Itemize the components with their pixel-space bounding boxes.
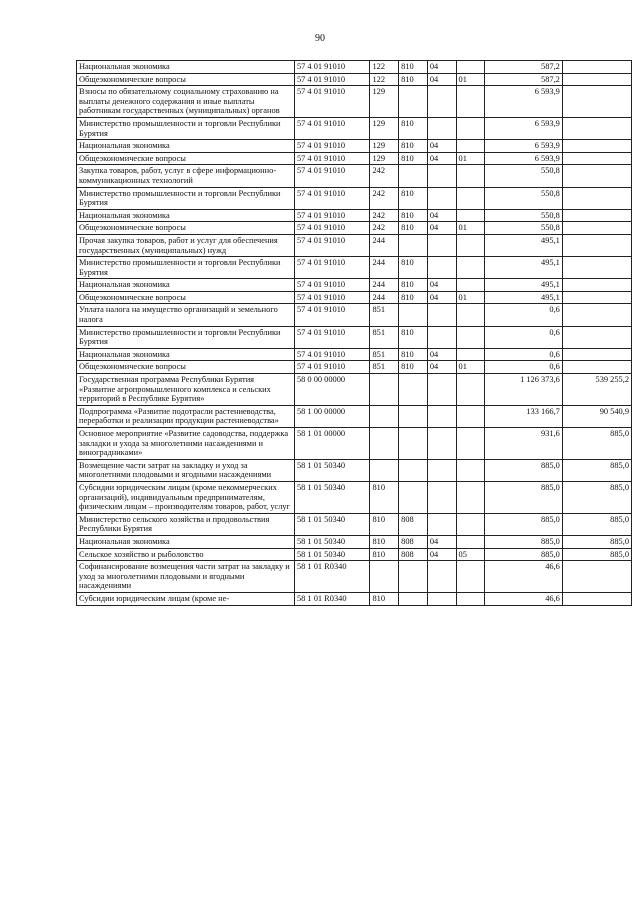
row-rz-cell [427, 165, 456, 187]
row-name-cell: Общеэкономические вопросы [77, 291, 295, 304]
row-pr-cell [456, 561, 485, 593]
row-rz-cell [427, 592, 456, 605]
table-row [77, 86, 632, 118]
table-row [77, 291, 632, 304]
row-sum1-cell: 6 593,9 [485, 152, 563, 165]
table-row [77, 535, 632, 548]
row-pr-cell [456, 592, 485, 605]
row-pr-cell [456, 257, 485, 279]
row-name-cell: Министерство промышленности и торговли Республики Бурятия [77, 117, 295, 139]
row-vr-cell: 242 [370, 209, 399, 222]
page-number: 90 [315, 33, 325, 44]
row-pr-cell [456, 279, 485, 292]
row-sum1-cell: 495,1 [485, 234, 563, 256]
row-grbs-cell: 810 [399, 73, 428, 86]
row-name-cell: Субсидии юридическим лицам (кроме не- [77, 592, 295, 605]
row-vr-cell: 129 [370, 152, 399, 165]
row-code-cell: 57 4 01 91010 [294, 86, 369, 118]
row-rz-cell [427, 86, 456, 118]
table-row [77, 257, 632, 279]
row-rz-cell [427, 304, 456, 326]
row-vr-cell: 129 [370, 117, 399, 139]
row-vr-cell [370, 374, 399, 406]
row-pr-cell [456, 165, 485, 187]
row-name-cell: Общеэкономические вопросы [77, 361, 295, 374]
row-rz-cell: 04 [427, 291, 456, 304]
row-sum2-cell [562, 326, 631, 348]
row-sum1-cell: 587,2 [485, 61, 563, 74]
row-sum1-cell: 6 593,9 [485, 86, 563, 118]
table-row [77, 481, 632, 513]
row-sum1-cell: 550,8 [485, 165, 563, 187]
row-sum2-cell: 885,0 [562, 459, 631, 481]
row-sum2-cell: 885,0 [562, 428, 631, 460]
row-name-cell: Закупка товаров, работ, услуг в сфере информационно-коммуникационных технологий [77, 165, 295, 187]
row-vr-cell: 810 [370, 592, 399, 605]
row-sum1-cell: 495,1 [485, 291, 563, 304]
row-rz-cell [427, 405, 456, 427]
row-sum2-cell: 885,0 [562, 513, 631, 535]
row-grbs-cell [399, 304, 428, 326]
row-pr-cell [456, 140, 485, 153]
row-sum2-cell [562, 234, 631, 256]
row-sum1-cell: 931,6 [485, 428, 563, 460]
row-rz-cell [427, 481, 456, 513]
row-rz-cell [427, 513, 456, 535]
row-code-cell: 57 4 01 91010 [294, 257, 369, 279]
row-sum2-cell [562, 86, 631, 118]
row-grbs-cell [399, 592, 428, 605]
row-code-cell: 57 4 01 91010 [294, 222, 369, 235]
row-grbs-cell: 810 [399, 152, 428, 165]
row-pr-cell [456, 234, 485, 256]
row-vr-cell: 244 [370, 257, 399, 279]
row-sum1-cell: 885,0 [485, 481, 563, 513]
row-code-cell: 58 1 01 00000 [294, 428, 369, 460]
row-sum1-cell: 0,6 [485, 326, 563, 348]
row-code-cell: 58 1 01 R0340 [294, 561, 369, 593]
row-name-cell: Национальная экономика [77, 535, 295, 548]
row-name-cell: Национальная экономика [77, 279, 295, 292]
row-code-cell: 58 1 01 R0340 [294, 592, 369, 605]
row-grbs-cell [399, 481, 428, 513]
row-vr-cell: 851 [370, 361, 399, 374]
row-rz-cell: 04 [427, 361, 456, 374]
row-grbs-cell [399, 428, 428, 460]
row-sum1-cell: 885,0 [485, 513, 563, 535]
row-pr-cell [456, 117, 485, 139]
row-vr-cell: 851 [370, 326, 399, 348]
row-grbs-cell [399, 405, 428, 427]
row-vr-cell: 244 [370, 291, 399, 304]
row-sum1-cell: 0,6 [485, 361, 563, 374]
row-vr-cell: 810 [370, 513, 399, 535]
row-sum1-cell: 885,0 [485, 535, 563, 548]
row-grbs-cell: 810 [399, 291, 428, 304]
row-sum2-cell [562, 304, 631, 326]
row-vr-cell: 810 [370, 548, 399, 561]
row-rz-cell: 04 [427, 279, 456, 292]
row-code-cell: 57 4 01 91010 [294, 209, 369, 222]
budget-table [76, 60, 632, 606]
row-vr-cell: 851 [370, 348, 399, 361]
row-code-cell: 57 4 01 91010 [294, 117, 369, 139]
row-pr-cell [456, 481, 485, 513]
row-sum1-cell: 885,0 [485, 548, 563, 561]
row-name-cell: Основное мероприятие «Развитие садоводства, поддержка закладки и ухода за многолетними насаждениями и виноградниками» [77, 428, 295, 460]
budget-table-body [77, 61, 632, 606]
row-code-cell: 57 4 01 91010 [294, 348, 369, 361]
table-row [77, 140, 632, 153]
row-rz-cell: 04 [427, 548, 456, 561]
row-rz-cell: 04 [427, 209, 456, 222]
row-vr-cell: 851 [370, 304, 399, 326]
row-pr-cell [456, 86, 485, 118]
row-vr-cell: 242 [370, 222, 399, 235]
row-pr-cell [456, 61, 485, 74]
row-vr-cell: 129 [370, 140, 399, 153]
row-pr-cell: 01 [456, 361, 485, 374]
row-pr-cell [456, 304, 485, 326]
row-grbs-cell [399, 459, 428, 481]
row-sum2-cell [562, 561, 631, 593]
row-code-cell: 57 4 01 91010 [294, 326, 369, 348]
row-sum2-cell [562, 140, 631, 153]
row-vr-cell [370, 459, 399, 481]
row-rz-cell [427, 234, 456, 256]
row-sum2-cell: 885,0 [562, 548, 631, 561]
row-pr-cell [456, 187, 485, 209]
row-sum2-cell [562, 152, 631, 165]
table-row [77, 61, 632, 74]
row-name-cell: Министерство сельского хозяйства и продовольствия Республики Бурятия [77, 513, 295, 535]
row-name-cell: Сельское хозяйство и рыболовство [77, 548, 295, 561]
row-rz-cell: 04 [427, 61, 456, 74]
row-sum2-cell [562, 73, 631, 86]
row-code-cell: 57 4 01 91010 [294, 304, 369, 326]
row-vr-cell: 244 [370, 234, 399, 256]
table-row [77, 326, 632, 348]
row-code-cell: 57 4 01 91010 [294, 279, 369, 292]
row-rz-cell [427, 257, 456, 279]
row-pr-cell [456, 535, 485, 548]
row-grbs-cell: 810 [399, 140, 428, 153]
row-name-cell: Министерство промышленности и торговли Республики Бурятия [77, 187, 295, 209]
row-name-cell: Министерство промышленности и торговли Республики Бурятия [77, 257, 295, 279]
row-name-cell: Подпрограмма «Развитие подотрасли растениеводства, переработки и реализации продукции растениеводства» [77, 405, 295, 427]
row-name-cell: Национальная экономика [77, 209, 295, 222]
row-pr-cell [456, 374, 485, 406]
row-sum1-cell: 495,1 [485, 279, 563, 292]
row-name-cell: Общеэкономические вопросы [77, 73, 295, 86]
row-sum1-cell: 885,0 [485, 459, 563, 481]
table-row [77, 405, 632, 427]
table-row [77, 234, 632, 256]
row-pr-cell [456, 405, 485, 427]
row-grbs-cell: 810 [399, 257, 428, 279]
row-sum2-cell [562, 592, 631, 605]
table-row [77, 222, 632, 235]
row-sum2-cell: 539 255,2 [562, 374, 631, 406]
row-grbs-cell [399, 165, 428, 187]
row-name-cell: Национальная экономика [77, 348, 295, 361]
row-code-cell: 58 0 00 00000 [294, 374, 369, 406]
row-code-cell: 57 4 01 91010 [294, 291, 369, 304]
row-sum2-cell [562, 187, 631, 209]
row-grbs-cell [399, 561, 428, 593]
row-grbs-cell: 810 [399, 361, 428, 374]
row-name-cell: Уплата налога на имущество организаций и земельного налога [77, 304, 295, 326]
row-code-cell: 57 4 01 91010 [294, 361, 369, 374]
row-sum1-cell: 550,8 [485, 209, 563, 222]
row-name-cell: Национальная экономика [77, 140, 295, 153]
row-vr-cell: 810 [370, 535, 399, 548]
row-sum1-cell: 0,6 [485, 304, 563, 326]
row-name-cell: Государственная программа Республики Бурятия «Развитие агропромышленного комплекса и сельских территорий в Республике Бурятия» [77, 374, 295, 406]
table-row [77, 459, 632, 481]
row-sum1-cell: 1 126 373,6 [485, 374, 563, 406]
table-row [77, 374, 632, 406]
row-rz-cell [427, 187, 456, 209]
table-row [77, 513, 632, 535]
row-sum2-cell [562, 209, 631, 222]
row-pr-cell: 01 [456, 291, 485, 304]
row-rz-cell [427, 428, 456, 460]
row-code-cell: 58 1 01 50340 [294, 459, 369, 481]
row-code-cell: 58 1 00 00000 [294, 405, 369, 427]
row-sum1-cell: 587,2 [485, 73, 563, 86]
row-sum2-cell [562, 165, 631, 187]
row-rz-cell [427, 561, 456, 593]
row-name-cell: Возмещение части затрат на закладку и уход за многолетними плодовыми и ягодными насаждениями [77, 459, 295, 481]
row-grbs-cell: 810 [399, 61, 428, 74]
row-rz-cell: 04 [427, 348, 456, 361]
row-name-cell: Взносы по обязательному социальному страхованию на выплаты денежного содержания и иные выплаты работникам государственных (муниципальных) органов [77, 86, 295, 118]
row-sum1-cell: 550,8 [485, 222, 563, 235]
row-name-cell: Общеэкономические вопросы [77, 152, 295, 165]
row-grbs-cell: 808 [399, 535, 428, 548]
row-pr-cell: 01 [456, 73, 485, 86]
row-sum1-cell: 133 166,7 [485, 405, 563, 427]
row-name-cell: Министерство промышленности и торговли Республики Бурятия [77, 326, 295, 348]
row-sum2-cell [562, 361, 631, 374]
row-sum2-cell: 90 540,9 [562, 405, 631, 427]
row-sum2-cell [562, 348, 631, 361]
row-grbs-cell [399, 234, 428, 256]
row-sum2-cell [562, 117, 631, 139]
row-sum2-cell [562, 279, 631, 292]
table-row [77, 561, 632, 593]
row-name-cell: Прочая закупка товаров, работ и услуг для обеспечения государственных (муниципальных) нужд [77, 234, 295, 256]
row-code-cell: 57 4 01 91010 [294, 187, 369, 209]
row-vr-cell: 810 [370, 481, 399, 513]
row-pr-cell: 05 [456, 548, 485, 561]
table-row [77, 361, 632, 374]
row-grbs-cell: 810 [399, 187, 428, 209]
row-vr-cell: 122 [370, 73, 399, 86]
row-sum2-cell: 885,0 [562, 481, 631, 513]
row-code-cell: 57 4 01 91010 [294, 61, 369, 74]
table-row [77, 279, 632, 292]
row-grbs-cell: 810 [399, 326, 428, 348]
row-grbs-cell: 810 [399, 117, 428, 139]
row-sum1-cell: 46,6 [485, 561, 563, 593]
table-row [77, 209, 632, 222]
row-sum2-cell: 885,0 [562, 535, 631, 548]
row-name-cell: Общеэкономические вопросы [77, 222, 295, 235]
table-row [77, 152, 632, 165]
row-rz-cell: 04 [427, 73, 456, 86]
row-sum1-cell: 46,6 [485, 592, 563, 605]
table-row [77, 304, 632, 326]
row-pr-cell: 01 [456, 222, 485, 235]
row-code-cell: 57 4 01 91010 [294, 73, 369, 86]
row-rz-cell [427, 326, 456, 348]
row-code-cell: 57 4 01 91010 [294, 140, 369, 153]
row-vr-cell [370, 561, 399, 593]
row-grbs-cell [399, 374, 428, 406]
row-pr-cell [456, 459, 485, 481]
row-rz-cell: 04 [427, 140, 456, 153]
row-sum2-cell [562, 222, 631, 235]
row-sum2-cell [562, 61, 631, 74]
row-name-cell: Субсидии юридическим лицам (кроме некоммерческих организаций), индивидуальным предпринимателям, физическим лицам – производителям товаров, работ, услуг [77, 481, 295, 513]
row-vr-cell [370, 405, 399, 427]
table-row [77, 117, 632, 139]
row-pr-cell [456, 513, 485, 535]
table-row [77, 73, 632, 86]
row-rz-cell: 04 [427, 152, 456, 165]
row-code-cell: 58 1 01 50340 [294, 513, 369, 535]
table-row [77, 187, 632, 209]
row-sum1-cell: 6 593,9 [485, 117, 563, 139]
row-vr-cell: 244 [370, 279, 399, 292]
row-code-cell: 57 4 01 91010 [294, 165, 369, 187]
row-vr-cell: 122 [370, 61, 399, 74]
row-vr-cell: 129 [370, 86, 399, 118]
row-code-cell: 57 4 01 91010 [294, 152, 369, 165]
table-row [77, 348, 632, 361]
table-row [77, 592, 632, 605]
row-code-cell: 58 1 01 50340 [294, 535, 369, 548]
row-grbs-cell: 808 [399, 548, 428, 561]
row-pr-cell [456, 209, 485, 222]
row-sum1-cell: 495,1 [485, 257, 563, 279]
row-pr-cell [456, 348, 485, 361]
row-rz-cell [427, 117, 456, 139]
row-sum1-cell: 550,8 [485, 187, 563, 209]
row-sum2-cell [562, 291, 631, 304]
table-row [77, 548, 632, 561]
row-code-cell: 57 4 01 91010 [294, 234, 369, 256]
row-code-cell: 58 1 01 50340 [294, 481, 369, 513]
row-grbs-cell: 808 [399, 513, 428, 535]
row-rz-cell [427, 374, 456, 406]
row-vr-cell: 242 [370, 187, 399, 209]
row-rz-cell: 04 [427, 222, 456, 235]
row-grbs-cell [399, 86, 428, 118]
row-pr-cell [456, 326, 485, 348]
row-sum2-cell [562, 257, 631, 279]
row-vr-cell: 242 [370, 165, 399, 187]
row-pr-cell [456, 428, 485, 460]
row-rz-cell: 04 [427, 535, 456, 548]
row-name-cell: Софинансирование возмещения части затрат на закладку и уход за многолетними плодовыми и ягодными насаждениями [77, 561, 295, 593]
row-grbs-cell: 810 [399, 279, 428, 292]
row-name-cell: Национальная экономика [77, 61, 295, 74]
row-rz-cell [427, 459, 456, 481]
table-row [77, 165, 632, 187]
row-grbs-cell: 810 [399, 222, 428, 235]
row-sum1-cell: 0,6 [485, 348, 563, 361]
row-grbs-cell: 810 [399, 348, 428, 361]
row-code-cell: 58 1 01 50340 [294, 548, 369, 561]
row-sum1-cell: 6 593,9 [485, 140, 563, 153]
row-vr-cell [370, 428, 399, 460]
table-row [77, 428, 632, 460]
row-pr-cell: 01 [456, 152, 485, 165]
row-grbs-cell: 810 [399, 209, 428, 222]
